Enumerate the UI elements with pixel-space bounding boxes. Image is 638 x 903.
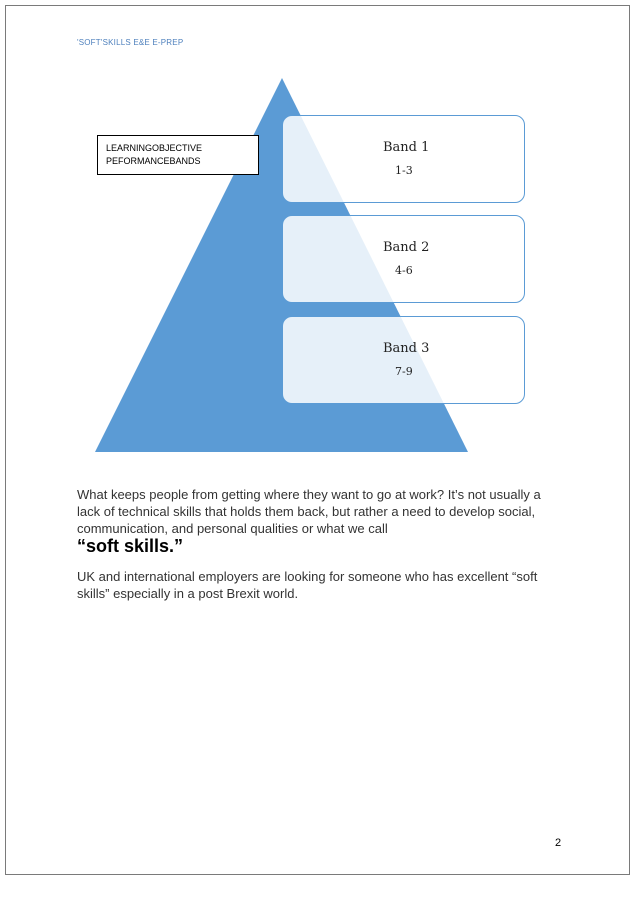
objective-line-1: LEARNINGOBJECTIVE: [106, 143, 203, 153]
page-number: 2: [555, 837, 562, 849]
objective-line-2: PEFORMANCEBANDS: [106, 156, 201, 166]
band-1-title: Band 1: [383, 140, 430, 155]
running-header: 'SOFT'SKILLS E&E E-PREP: [77, 38, 184, 47]
band-3-title: Band 3: [383, 341, 430, 356]
band-1-range: 1-3: [395, 164, 413, 177]
band-1-box: [282, 115, 525, 203]
soft-skills-heading: “soft skills.”: [77, 536, 184, 556]
band-3-box: [282, 316, 525, 404]
band-3-range: 7-9: [395, 365, 413, 378]
band-2-range: 4-6: [395, 264, 413, 277]
band-2-title: Band 2: [383, 240, 430, 255]
intro-paragraph: What keeps people from getting where they want to go at work? It’s not usually a lack of technical skills that holds them back, but rather a need to develop social, communication, and personal qualities or what we call: [77, 487, 541, 536]
employers-paragraph: UK and international employers are looking for someone who has excellent “soft skills” especially in a post Brexit world.: [77, 569, 538, 601]
learning-objective-box: [97, 135, 259, 175]
band-2-box: [282, 215, 525, 303]
